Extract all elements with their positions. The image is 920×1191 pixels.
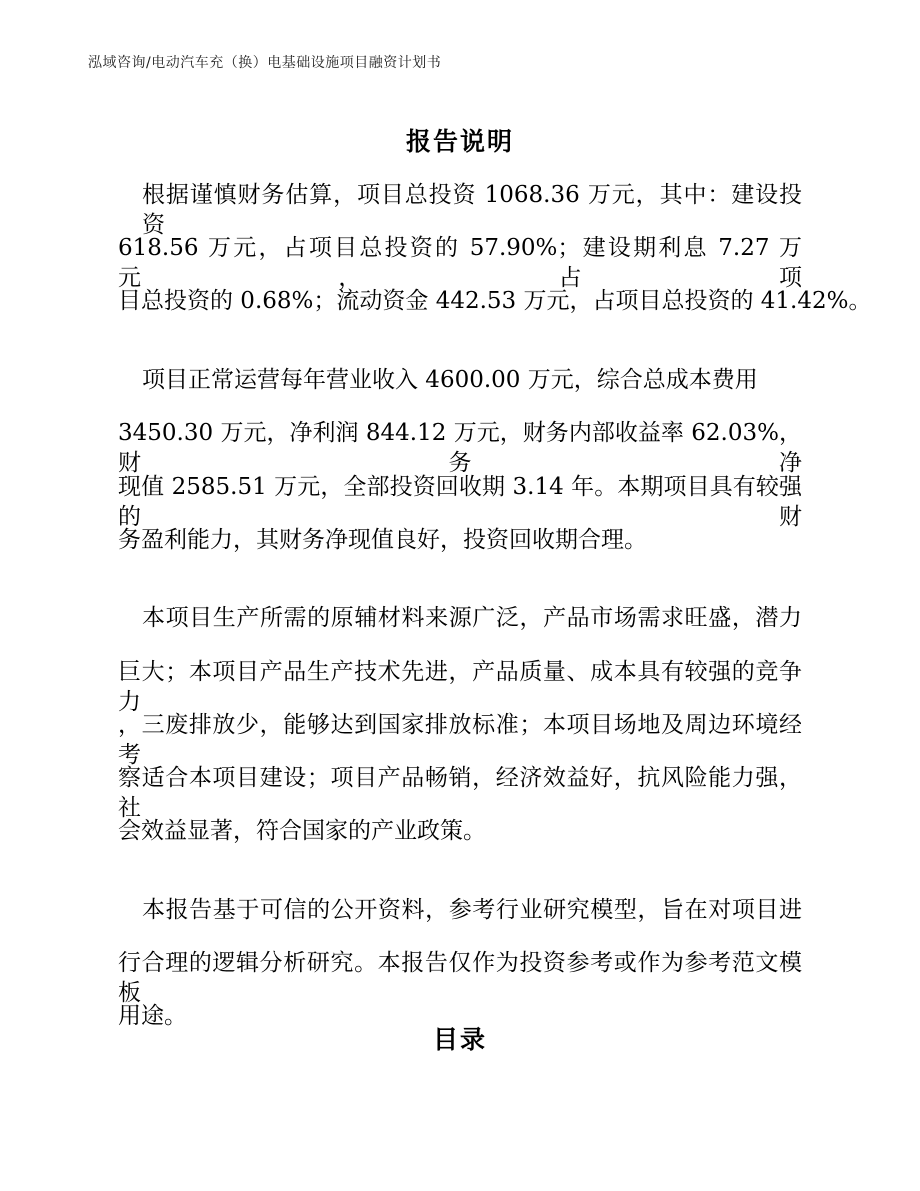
paragraph-line: 项目正常运营每年营业收入 4600.00 万元，综合总成本费用 [142, 367, 758, 393]
paragraph-line: 本项目生产所需的原辅材料来源广泛，产品市场需求旺盛，潜力 [142, 605, 802, 631]
paragraph-line: 察适合本项目建设；项目产品畅销，经济效益好，抗风险能力强，社 [118, 765, 802, 821]
paragraph-line: 用途。 [118, 1003, 187, 1029]
paragraph-line: 3450.30 万元，净利润 844.12 万元，财务内部收益率 62.03%，财务净 [118, 420, 802, 476]
paragraph-line: 根据谨慎财务估算，项目总投资 1068.36 万元，其中：建设投资 [142, 182, 802, 238]
paragraph-line: 会效益显著，符合国家的产业政策。 [118, 818, 486, 844]
paragraph-line: 务盈利能力，其财务净现值良好，投资回收期合理。 [118, 527, 647, 553]
toc-title: 目录 [432, 1025, 487, 1054]
paragraph-line: 现值 2585.51 万元，全部投资回收期 3.14 年。本期项目具有较强的财 [118, 474, 802, 530]
paragraph-line: 行合理的逻辑分析研究。本报告仅作为投资参考或作为参考范文模板 [118, 950, 802, 1006]
paragraph-line: ，三废排放少，能够达到国家排放标准；本项目场地及周边环境经考 [118, 712, 802, 768]
paragraph-line: 巨大；本项目产品生产技术先进，产品质量、成本具有较强的竞争力 [118, 659, 802, 715]
paragraph-line: 618.56 万元，占项目总投资的 57.90%；建设期利息 7.27 万元，占项 [118, 235, 802, 291]
paragraph-line: 目总投资的 0.68%；流动资金 442.53 万元，占项目总投资的 41.42%。 [118, 288, 872, 314]
paragraph-line: 本报告基于可信的公开资料，参考行业研究模型，旨在对项目进 [142, 897, 802, 923]
section-title: 报告说明 [405, 127, 514, 156]
running-header: 泓域咨询/电动汽车充（换）电基础设施项目融资计划书 [88, 55, 442, 71]
